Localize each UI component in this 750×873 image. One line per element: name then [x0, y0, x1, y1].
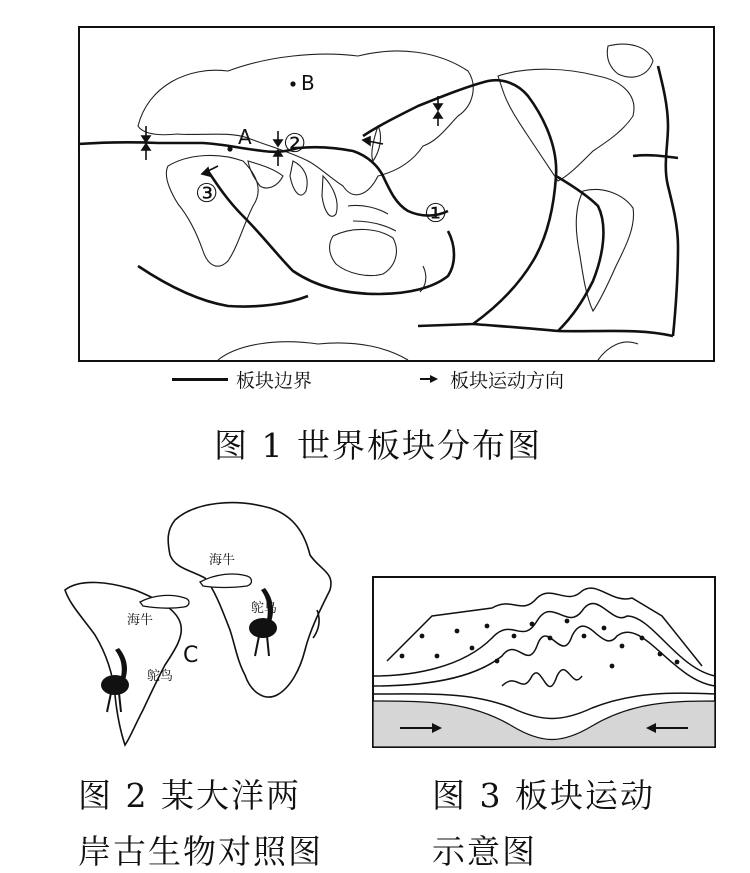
label-manatee-sa: 海牛: [127, 613, 154, 628]
ostrich-africa-icon: [249, 588, 277, 656]
label-manatee-africa: 海牛: [209, 553, 236, 568]
label-ostrich-sa: 鸵鸟: [147, 669, 174, 684]
legend-motion-arrow: [418, 372, 440, 386]
fossil-comparison-map: [55, 490, 355, 760]
legend-boundary-label: 板块边界: [236, 370, 313, 392]
figure2-caption-line2: 岸古生物对照图: [78, 832, 323, 871]
marker-2: ②: [283, 129, 307, 159]
manatee-sa-icon: [140, 595, 189, 608]
marker-b: B: [301, 71, 315, 95]
plate-motion-schematic: [372, 576, 716, 748]
manatee-africa-icon: [200, 574, 252, 588]
legend-boundary-line: [172, 378, 228, 381]
label-c: C: [183, 643, 199, 668]
figure1-caption: 图 1 世界板块分布图: [214, 426, 542, 465]
marker-b-dot: [290, 81, 295, 86]
ostrich-sa-icon: [101, 648, 129, 712]
map-frame: [79, 27, 714, 361]
legend: [172, 366, 592, 394]
legend-motion-label: 板块运动方向: [450, 370, 565, 392]
figure2-caption-line1: 图 2 某大洋两: [78, 776, 301, 815]
marker-3: ③: [195, 179, 219, 209]
marker-1: ①: [424, 199, 448, 229]
marker-a: A: [238, 125, 252, 149]
figure3-caption-line1: 图 3 板块运动: [432, 776, 655, 815]
world-plate-map: [78, 26, 715, 362]
label-ostrich-africa: 鸵鸟: [251, 601, 278, 616]
marker-a-dot: [227, 146, 232, 151]
figure3-caption-line2: 示意图: [432, 832, 537, 871]
